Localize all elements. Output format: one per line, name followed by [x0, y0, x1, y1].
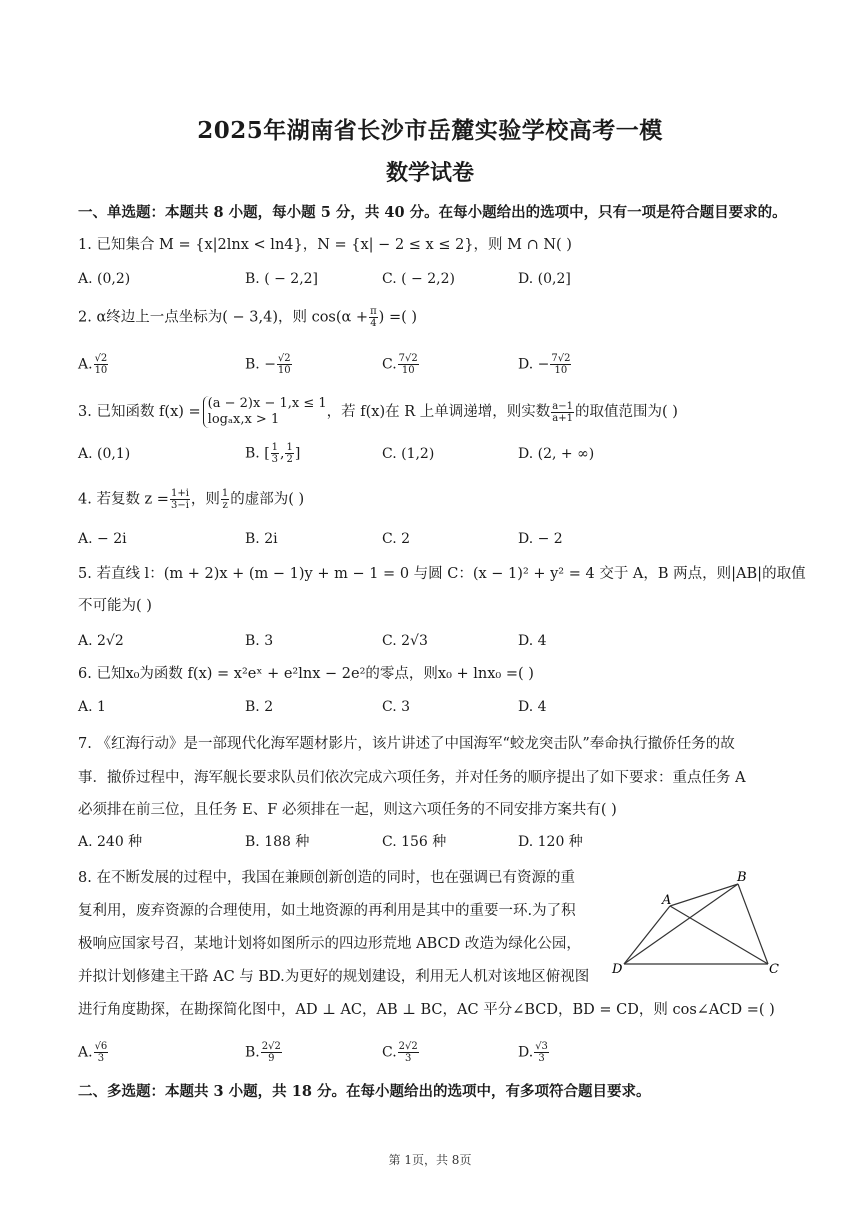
q2-b-label: B. − [245, 356, 276, 373]
q8-stem-line4: 并拟计划修建主干路 AC 与 BD.为更好的规划建设，利用无人机对该地区俯视图 [78, 969, 590, 985]
q2-stem [78, 306, 417, 329]
q3-stem-mid: ，若 f(x)在 R 上单调递增，则实数 [326, 404, 551, 420]
page-title: 2025年湖南省长沙市岳麓实验学校高考一模 [197, 117, 663, 144]
label-a: A [662, 893, 672, 908]
q8-b-fraction [261, 1041, 282, 1064]
q4-stem-mid: ，则 [190, 491, 220, 508]
q4-stem-fraction [170, 488, 190, 511]
q5-option-c: C. 2√3 [382, 633, 428, 649]
q4-option-d: D. − 2 [518, 531, 563, 547]
q8-d-label: D. [518, 1044, 534, 1061]
q7-stem-line1: 7. 《红海行动》是一部现代化海军题材影片，该片讲述了中国海军“蛟龙突击队”奉命执行撤侨任务的故 [78, 736, 735, 752]
q8-option-a [78, 1041, 109, 1064]
label-c: C [769, 962, 779, 976]
q2-stem-fraction [369, 306, 378, 329]
q2-c-den: 10 [401, 365, 415, 376]
q3-b-den2: 2 [286, 454, 293, 465]
q3-option-a: A. (0,1) [78, 446, 131, 462]
q7-option-b: B. 188 种 [245, 834, 310, 850]
q8-d-num: √3 [535, 1041, 548, 1052]
q4-stem-fraction2 [221, 488, 229, 511]
q2-a-label: A. [78, 356, 93, 373]
page-footer: 第 1页，共 8页 [388, 1153, 472, 1167]
q8-option-b [245, 1041, 283, 1064]
q3-case1: (a − 2)x − 1,x ≤ 1 [207, 396, 327, 411]
q8-stem-line1: 8. 在不断发展的过程中，我国在兼顾创新创造的同时，也在强调已有资源的重 [78, 870, 575, 886]
q5-stem-line2: 不可能为( ) [78, 598, 152, 614]
q3-b-fraction1 [271, 442, 279, 465]
q2-d-fraction [550, 353, 571, 376]
q6-option-b: B. 2 [245, 699, 274, 715]
q1-option-b: B. ( − 2,2] [245, 271, 319, 287]
q8-stem-line5: 进行角度勘探，在勘探简化图中，AD ⊥ AC，AB ⊥ BC，AC 平分∠BCD，BD = CD，则 cos∠ACD =( ) [78, 1002, 775, 1018]
edge-bc [738, 884, 768, 964]
q5-stem-line1: 5. 若直线 l：(m + 2)x + (m − 1)y + m − 1 = 0 与圆 C：(x − 1)² + y² = 4 交于 A，B 两点，则|AB|的取值 [78, 566, 806, 582]
q8-stem-line3: 极响应国家号召，某地计划将如图所示的四边形荒地 ABCD 改造为绿化公园， [78, 936, 581, 952]
q3-option-b [245, 442, 300, 465]
diagonal-ac [670, 906, 768, 964]
q8-c-den: 3 [405, 1053, 412, 1064]
q2-d-label: D. − [518, 356, 550, 373]
q3-option-d: D. (2, + ∞) [518, 446, 595, 462]
q4-option-a: A. − 2i [78, 531, 127, 547]
q3-stem-fraction [551, 401, 574, 424]
q2-a-den: 10 [94, 365, 108, 376]
q2-b-fraction [277, 353, 292, 376]
q3-stem-pre: 3. 已知函数 f(x) = [78, 404, 201, 420]
q3-case2: logₐx,x > 1 [207, 412, 280, 427]
q3-piecewise [203, 396, 327, 428]
q3-stem [78, 396, 678, 428]
q2-b-num: √2 [277, 353, 291, 364]
q3-b-den1: 3 [271, 454, 279, 465]
q4-frac2-num: 1 [221, 488, 229, 499]
q2-option-c [382, 353, 420, 376]
q6-option-a: A. 1 [78, 699, 106, 715]
q4-stem [78, 488, 304, 511]
q2-option-a [78, 353, 109, 376]
q1-option-a: A. (0,2) [78, 271, 131, 287]
q2-d-den: 10 [554, 365, 568, 376]
q3-b-num1: 1 [271, 442, 279, 453]
q2-c-num: 7√2 [398, 353, 418, 364]
q2-frac-den: 4 [370, 318, 377, 329]
label-b: B [737, 870, 747, 885]
q2-b-den: 10 [277, 365, 291, 376]
q8-option-c [382, 1041, 420, 1064]
q8-a-fraction [94, 1041, 109, 1064]
label-d: D [612, 962, 623, 976]
q4-stem-pre: 4. 若复数 z = [78, 491, 169, 508]
q2-d-num: 7√2 [551, 353, 571, 364]
q6-option-c: C. 3 [382, 699, 411, 715]
q8-c-label: C. [382, 1044, 397, 1061]
diagonal-bd [624, 884, 738, 964]
q8-a-label: A. [78, 1044, 93, 1061]
q5-option-a: A. 2√2 [78, 633, 124, 649]
q4-frac2-den: z [222, 500, 228, 511]
q7-option-c: C. 156 种 [382, 834, 447, 850]
q8-option-d [518, 1041, 550, 1064]
q3-b-post: ] [294, 445, 301, 462]
q2-option-b [245, 353, 293, 376]
q4-stem-post: 的虚部为( ) [230, 491, 305, 508]
q6-option-d: D. 4 [518, 699, 547, 715]
figure-edges [624, 884, 768, 964]
q2-c-fraction [398, 353, 419, 376]
q8-c-fraction [398, 1041, 419, 1064]
q2-option-d [518, 353, 572, 376]
q8-c-num: 2√2 [398, 1041, 418, 1052]
q2-stem-post: ) =( ) [378, 309, 418, 326]
q3-frac-den: a+1 [552, 412, 573, 424]
edge-ab [670, 884, 738, 906]
q3-stem-post: 的取值范围为( ) [574, 404, 678, 420]
q3-option-c: C. (1,2) [382, 446, 435, 462]
q8-b-num: 2√2 [261, 1041, 281, 1052]
q7-option-a: A. 240 种 [78, 834, 143, 850]
q2-c-label: C. [382, 356, 397, 373]
q7-stem-line2: 事．撤侨过程中，海军舰长要求队员们依次完成六项任务，并对任务的顺序提出了如下要求：重点任务 A [78, 770, 746, 786]
q8-stem-line2: 复利用，废弃资源的合理使用，如土地资源的再利用是其中的重要一环.为了积 [78, 903, 576, 919]
q4-frac-den: 3−i [170, 500, 189, 511]
q1-option-c: C. ( − 2,2) [382, 271, 455, 287]
section2-heading: 二、多选题：本题共 3 小题，共 18 分。在每小题给出的选项中，有多项符合题目要求。 [78, 1083, 651, 1100]
q2-frac-num: π [370, 306, 377, 317]
q1-option-d: D. (0,2] [518, 271, 571, 287]
page-subtitle: 数学试卷 [385, 160, 474, 186]
q2-a-num: √2 [94, 353, 108, 364]
q8-b-label: B. [245, 1044, 260, 1061]
q7-stem-line3: 必须排在前三位，且任务 E、F 必须排在一起，则这六项任务的不同安排方案共有( ) [78, 802, 617, 818]
q4-frac-num: 1+i [170, 488, 189, 499]
edge-da [624, 906, 670, 964]
quadrilateral-figure [610, 864, 790, 976]
q4-option-c: C. 2 [382, 531, 411, 547]
q1-stem: 1. 已知集合 M = {x|2lnx < ln4}，N = {x| − 2 ≤ x ≤ 2}，则 M ∩ N( ) [78, 237, 572, 253]
q5-option-b: B. 3 [245, 633, 274, 649]
q5-option-d: D. 4 [518, 633, 547, 649]
q3-b-fraction2 [285, 442, 293, 465]
q4-option-b: B. 2i [245, 531, 278, 547]
q8-b-den: 9 [268, 1053, 275, 1064]
q6-stem: 6. 已知x₀为函数 f(x) = x²eˣ + e²lnx − 2e²的零点，则x₀ + lnx₀ =( ) [78, 666, 534, 682]
q3-b-mid: , [280, 445, 285, 462]
q7-option-d: D. 120 种 [518, 834, 583, 850]
q8-a-den: 3 [97, 1053, 105, 1064]
section1-heading: 一、单选题：本题共 8 小题，每小题 5 分，共 40 分。在每小题给出的选项中，只有一项是符合题目要求的。 [78, 204, 787, 221]
q8-a-num: √6 [94, 1041, 108, 1052]
q3-b-pre: B. [ [245, 445, 270, 462]
q8-d-den: 3 [538, 1053, 545, 1064]
q3-frac-num: a−1 [552, 400, 573, 412]
q3-b-num2: 1 [286, 442, 293, 453]
q2-a-fraction [94, 353, 109, 376]
q8-d-fraction [534, 1041, 549, 1064]
q2-stem-pre: 2. α终边上一点坐标为( − 3,4)，则 cos(α + [78, 309, 369, 326]
